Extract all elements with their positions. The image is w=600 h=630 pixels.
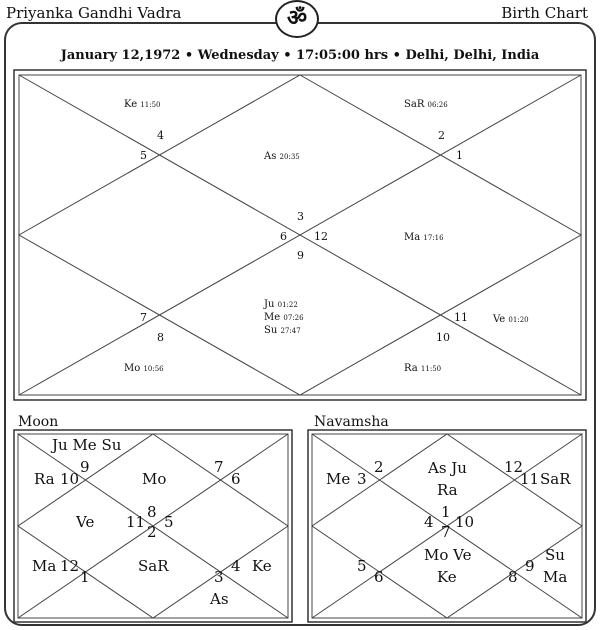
planet-mo: Mo 10:56 (124, 363, 164, 374)
navamsha-planet-ke: Ke (437, 568, 457, 586)
planet-ma: Ma 17:16 (404, 232, 444, 243)
sign-number: 9 (525, 557, 535, 575)
sign-number: 11 (520, 470, 540, 488)
sign-number: 8 (157, 331, 164, 344)
sign-number: 8 (147, 503, 157, 521)
sign-number: 2 (438, 129, 445, 142)
sign-number: 8 (508, 568, 518, 586)
navamsha-planet-me: Me (326, 470, 351, 488)
navamsha-planet-ma: Ma (543, 568, 568, 586)
birth-details: January 12,1972 • Wednesday • 17:05:00 hrs • Delhi, Delhi, India (60, 48, 540, 63)
sign-number: 7 (140, 311, 147, 324)
sign-number: 1 (456, 149, 463, 162)
sign-number: 10 (60, 470, 80, 488)
sign-number: 6 (231, 470, 241, 488)
sign-number: 12 (60, 557, 80, 575)
navamsha-planet-su: Su (545, 546, 565, 564)
moon-planet-mo: Mo (142, 470, 167, 488)
planet-me: Me 07:26 (264, 312, 304, 323)
sign-number: 11 (454, 311, 468, 324)
sign-number: 7 (441, 523, 451, 541)
planet-ve: Ve 01:20 (493, 314, 529, 325)
moon-chart-title: Moon (18, 414, 59, 430)
sign-number: 4 (424, 513, 434, 531)
sign-number: 5 (164, 513, 174, 531)
planet-as: As 20:35 (264, 151, 300, 162)
sign-number: 6 (280, 230, 287, 243)
moon-planet-ke: Ke (252, 557, 272, 575)
sign-number: 10 (436, 331, 450, 344)
moon-planet-ra: Ra (34, 470, 55, 488)
planet-su: Su 27:47 (264, 325, 301, 336)
planet-ju: Ju 01:22 (264, 299, 298, 310)
moon-planet-ma: Ma (32, 557, 57, 575)
sign-number: 2 (374, 458, 384, 476)
chart-title: Birth Chart (501, 4, 588, 22)
planet-ke: Ke 11:50 (124, 99, 161, 110)
navamsha-planets-as-ju: As Ju (428, 459, 467, 477)
planet-ra: Ra 11:50 (404, 363, 442, 374)
moon-planet-ve: Ve (76, 513, 95, 531)
sign-number: 10 (455, 513, 475, 531)
sign-number: 5 (140, 149, 147, 162)
sign-number: 11 (126, 513, 146, 531)
sign-number: 9 (297, 249, 304, 262)
planet-sar: SaR 06:26 (404, 99, 448, 110)
navamsha-planet-ra: Ra (437, 481, 458, 499)
navamsha-planet-sar: SaR (540, 470, 571, 488)
sign-number: 1 (80, 568, 90, 586)
sign-number: 1 (441, 503, 451, 521)
sign-number: 4 (157, 129, 164, 142)
moon-planet-as: As (210, 590, 229, 608)
sign-number: 12 (504, 458, 524, 476)
sign-number: 9 (80, 458, 90, 476)
sign-number: 7 (214, 458, 224, 476)
om-icon: ॐ (275, 0, 319, 38)
sign-number: 3 (357, 470, 367, 488)
sign-number: 2 (147, 523, 157, 541)
sign-number: 3 (297, 210, 304, 223)
navamsha-planets-mo-ve: Mo Ve (424, 546, 472, 564)
moon-planet-sar: SaR (138, 557, 169, 575)
sign-number: 12 (314, 230, 328, 243)
sign-number: 6 (374, 568, 384, 586)
sign-number: 5 (357, 557, 367, 575)
native-name: Priyanka Gandhi Vadra (6, 4, 182, 22)
navamsha-chart-title: Navamsha (314, 414, 389, 430)
sign-number: 3 (214, 568, 224, 586)
moon-planets-top: Ju Me Su (52, 436, 122, 454)
sign-number: 4 (231, 557, 241, 575)
